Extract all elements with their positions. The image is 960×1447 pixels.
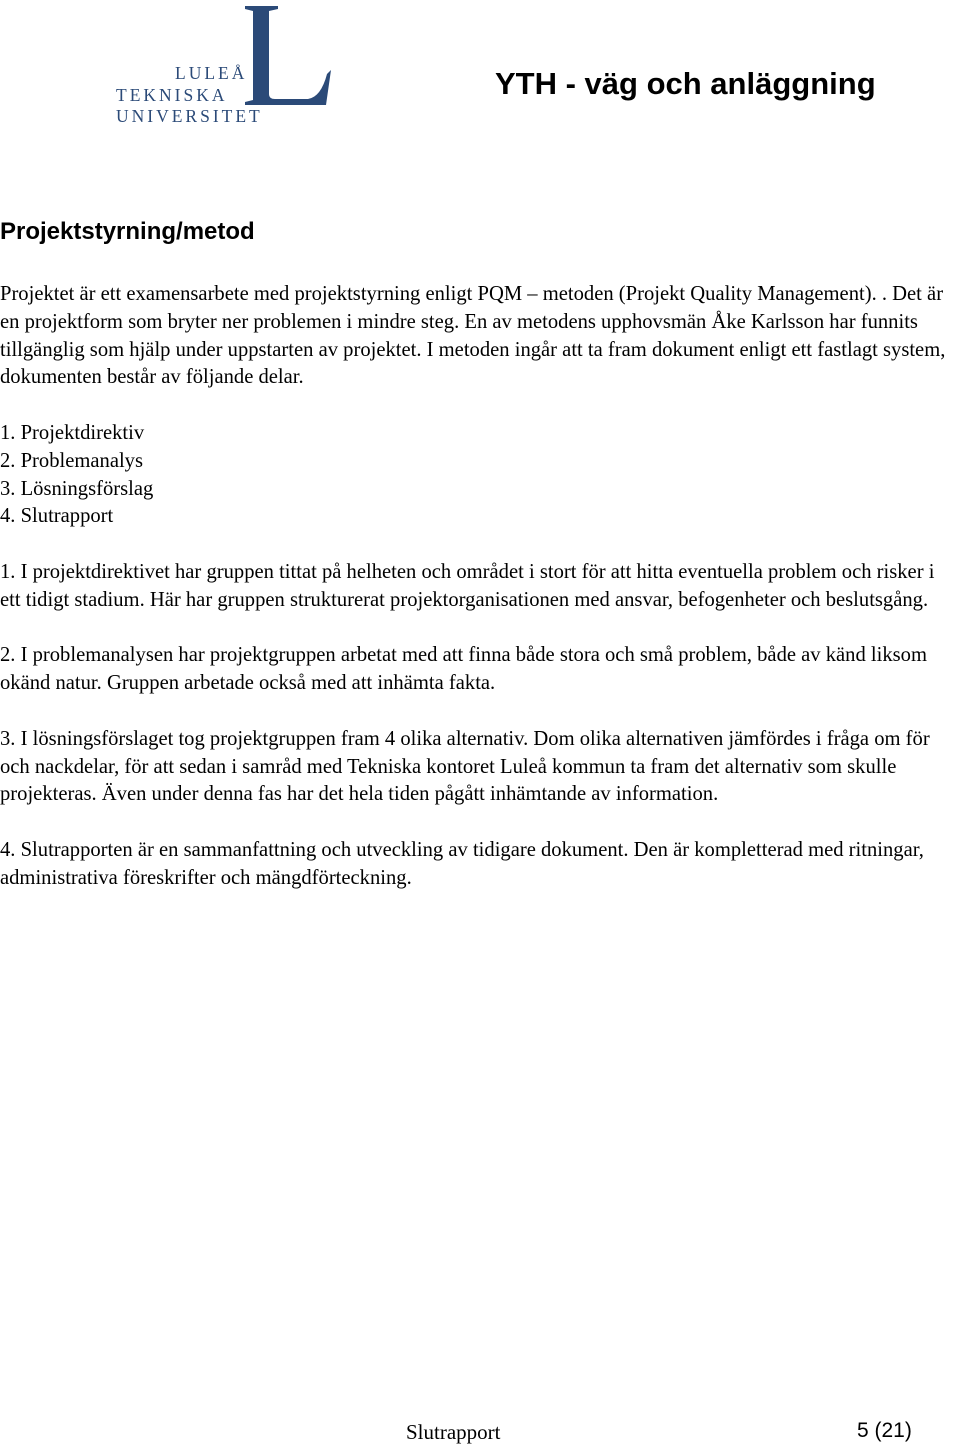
list-item: 4. Slutrapport: [0, 505, 114, 528]
university-logo: [108, 2, 338, 126]
paragraph-slutrapport: 4. Slutrapporten är en sammanfattning och utveckling av tidigare dokument. Den är kompletterad med ritningar, administrativa föreskrifter och mängdförteckning.: [0, 838, 924, 889]
section-heading: Projektstyrning/metod: [0, 218, 255, 245]
logo-line-2: TEKNISKA: [116, 85, 228, 105]
paragraph-losningsforslag: 3. I lösningsförslaget tog projektgruppen fram 4 olika alternativ. Dom olika alternativen jämfördes i fråga om för och nackdelar, för att sedan i samråd med Tekniska kontoret Luleå kommun ta fram det alternativ som skulle projekteras. Även under denna fas har det hela tiden pågått inhämtande av information.: [0, 727, 930, 806]
page-number: 5 (21): [857, 1419, 912, 1442]
footer-label: Slutrapport: [406, 1420, 501, 1444]
logo-line-3: UNIVERSITET: [116, 106, 263, 126]
document-title: YTH - väg och anläggning: [495, 66, 876, 101]
list-item: 3. Lösningsförslag: [0, 477, 154, 500]
logo-line-1: LULEÅ: [175, 63, 248, 83]
paragraph-problemanalys: 2. I problemanalysen har projektgruppen arbetat med att finna både stora och små problem, både av känd liksom okänd natur. Gruppen arbetade också med att inhämta fakta.: [0, 644, 927, 695]
paragraph-projektdirektiv: 1. I projektdirektivet har gruppen tittat på helheten och området i stort för att hitta eventuella problem och risker i ett tidigt stadium. Här har gruppen strukturerat projektorganisationen med ansvar, befogenheter och beslutsgång.: [0, 560, 935, 611]
list-item: 1. Projektdirektiv: [0, 421, 145, 444]
document-body: [0, 281, 960, 920]
list-item: 2. Problemanalys: [0, 449, 143, 472]
document-parts-list: [0, 420, 960, 531]
intro-paragraph: Projektet är ett examensarbete med projektstyrning enligt PQM – metoden (Projekt Quality Management). . Det är en projektform som bryter ner problemen i mindre steg. En av metodens upphovsmän Åke Karlsson har funnits tillgänglig som hjälp under uppstarten av projektet. I metoden ingår att ta fram dokument enligt ett fastlagt system, dokumenten består av följande delar.: [0, 283, 946, 389]
